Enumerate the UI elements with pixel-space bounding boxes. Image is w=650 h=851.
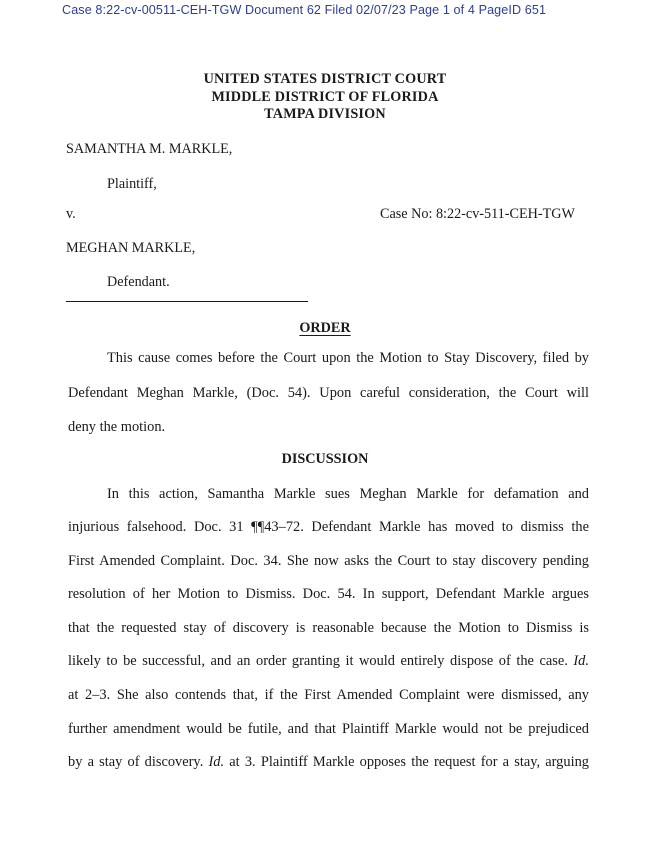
discussion-line-6-text: likely to be successful, and an order granting it would entirely dispose of the case. bbox=[68, 653, 568, 669]
discussion-heading: DISCUSSION bbox=[281, 451, 369, 467]
discussion-line-9 bbox=[68, 752, 589, 772]
case-header-stamp: Case 8:22-cv-00511-CEH-TGW Document 62 Filed 02/07/23 Page 1 of 4 PageID 651 bbox=[62, 3, 547, 17]
court-district: MIDDLE DISTRICT OF FLORIDA bbox=[211, 89, 439, 105]
discussion-line-8: further amendment would be futile, and that Plaintiff Markle would not be prejudiced bbox=[68, 721, 589, 737]
discussion-line-6 bbox=[68, 651, 589, 671]
discussion-line-4: resolution of her Motion to Dismiss. Doc. 54. In support, Defendant Markle argues bbox=[68, 586, 589, 602]
caption-divider bbox=[66, 301, 308, 302]
id-citation: Id. bbox=[208, 754, 225, 770]
order-heading: ORDER bbox=[299, 320, 351, 336]
discussion-line-2: injurious falsehood. Doc. 31 ¶¶43–72. Defendant Markle has moved to dismiss the bbox=[68, 519, 589, 535]
id-citation: Id. bbox=[573, 653, 589, 669]
order-line-1: This cause comes before the Court upon the Motion to Stay Discovery, filed by bbox=[107, 350, 589, 366]
discussion-line-9-text-a: by a stay of discovery. bbox=[68, 754, 204, 770]
discussion-line-7: at 2–3. She also contends that, if the First Amended Complaint were dismissed, any bbox=[68, 687, 589, 703]
court-name: UNITED STATES DISTRICT COURT bbox=[203, 71, 447, 87]
court-division: TAMPA DIVISION bbox=[264, 106, 386, 122]
discussion-line-9-text-b: at 3. Plaintiff Markle opposes the request for a stay, arguing bbox=[229, 754, 589, 770]
discussion-line-3: First Amended Complaint. Doc. 34. She now asks the Court to stay discovery pending bbox=[68, 553, 589, 569]
defendant-role: Defendant. bbox=[107, 274, 170, 290]
discussion-line-1: In this action, Samantha Markle sues Meghan Markle for defamation and bbox=[107, 486, 589, 502]
order-line-2: Defendant Meghan Markle, (Doc. 54). Upon careful consideration, the Court will bbox=[68, 385, 589, 401]
plaintiff-role: Plaintiff, bbox=[107, 176, 157, 192]
case-number: Case No: 8:22-cv-511-CEH-TGW bbox=[380, 206, 575, 222]
versus-label: v. bbox=[66, 206, 76, 222]
discussion-line-5: that the requested stay of discovery is reasonable because the Motion to Dismiss is bbox=[68, 620, 589, 636]
plaintiff-name: SAMANTHA M. MARKLE, bbox=[66, 141, 233, 157]
order-line-3: deny the motion. bbox=[68, 419, 166, 435]
defendant-name: MEGHAN MARKLE, bbox=[66, 240, 196, 256]
